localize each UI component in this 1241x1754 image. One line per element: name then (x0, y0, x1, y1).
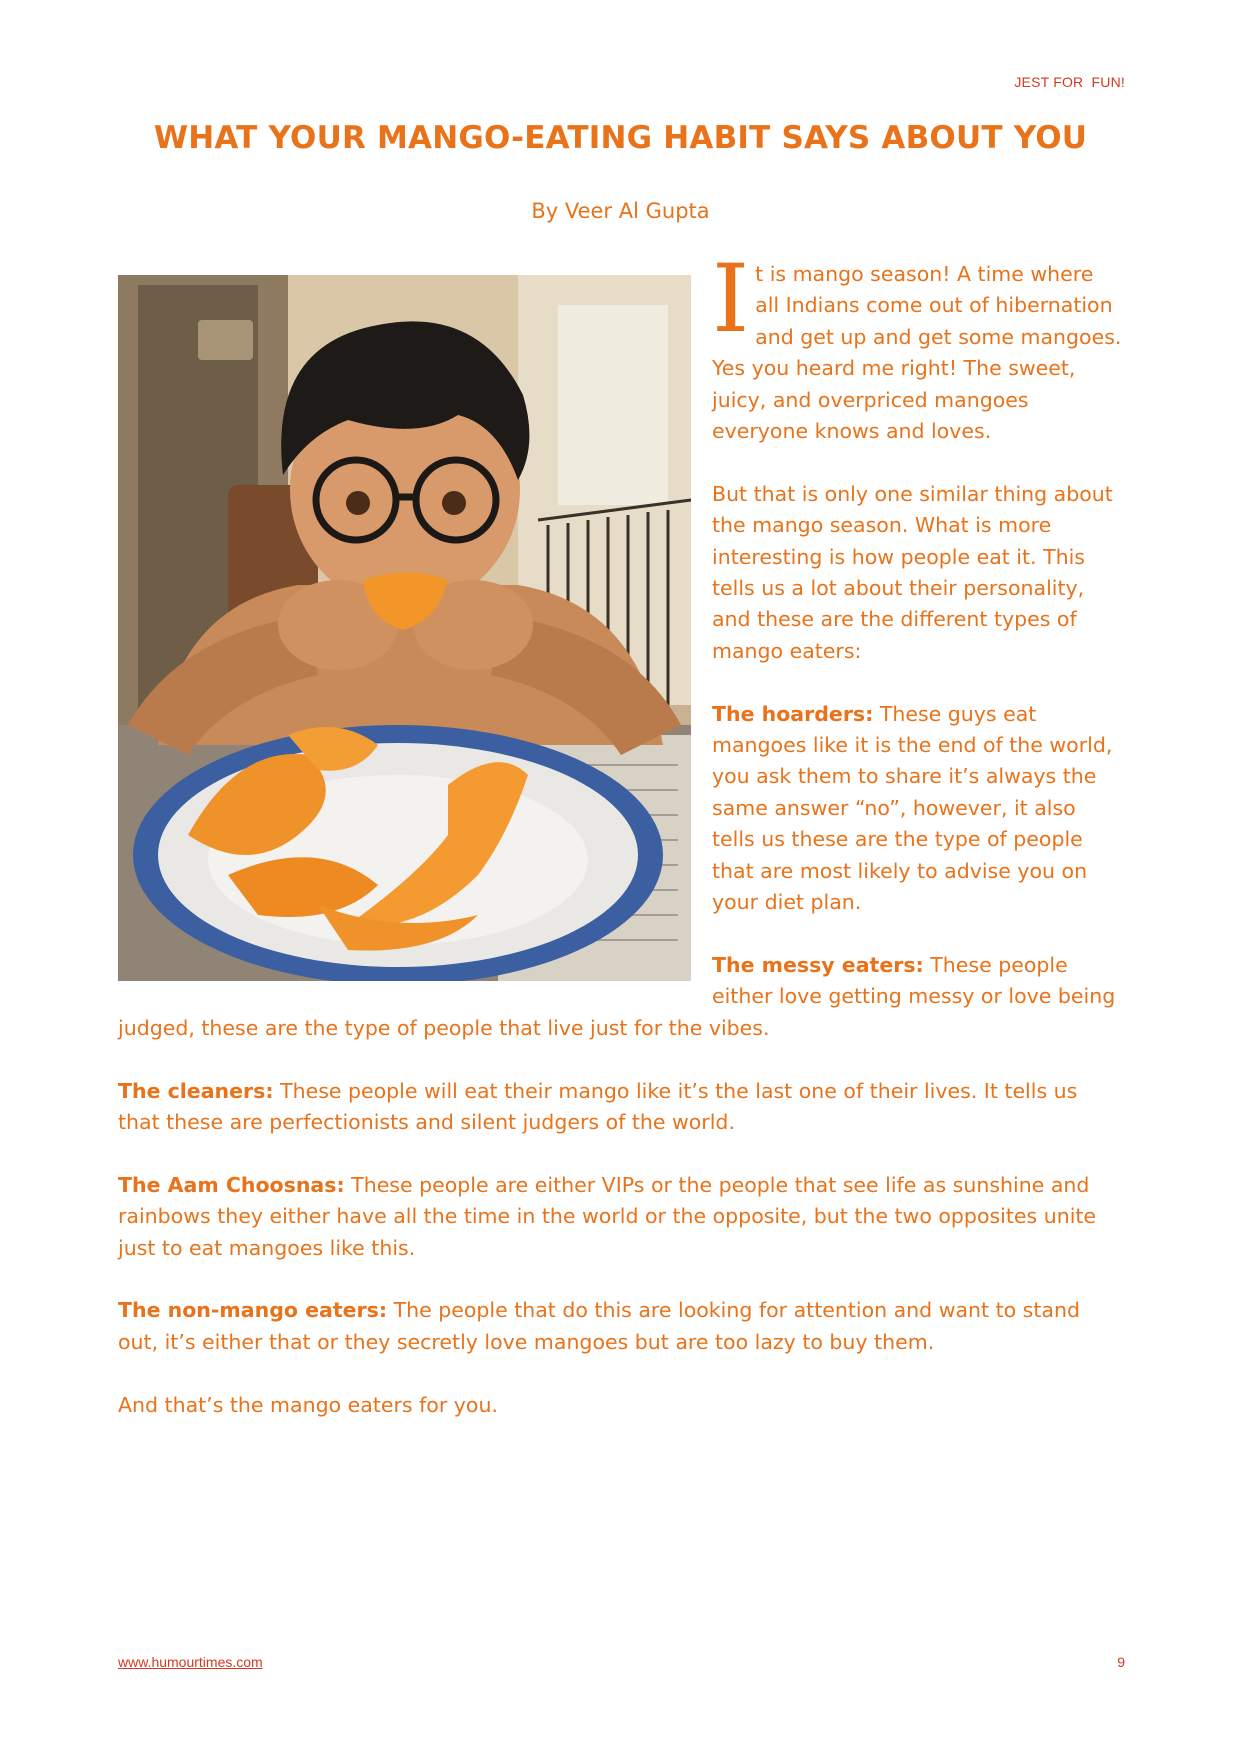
section-tag: JEST FOR FUN! (1014, 74, 1125, 90)
type-term: The cleaners: (118, 1078, 274, 1103)
page-number: 9 (1117, 1654, 1125, 1670)
type-description: These people are either VIPs or the people that see life as sunshine and rainbows they either have all the time in the world or the opposite, but the two opposites unite just to eat mangoes like this. (118, 1172, 1097, 1260)
type-non-mango-eaters (118, 1295, 1123, 1358)
type-cleaners (118, 1076, 1123, 1139)
drop-cap: I (712, 245, 750, 354)
article-title: WHAT YOUR MANGO-EATING HABIT SAYS ABOUT YOU (153, 120, 1088, 156)
type-description: These people either love getting messy or love being judged, these are the type of people that live just for the vibes. (118, 952, 1116, 1040)
article-body (118, 245, 1123, 1452)
type-term: The Aam Choosnas: (118, 1172, 345, 1197)
type-term: The hoarders: (712, 701, 874, 726)
closing-paragraph: And that’s the mango eaters for you. (118, 1392, 498, 1417)
type-description: The people that do this are looking for attention and want to stand out, it’s either that or they secretly love mangoes but are too lazy to buy them. (118, 1298, 1080, 1354)
intro-paragraph-2: Yes you heard me right! The sweet, juicy, and overpriced mangoes everyone knows and loves. (712, 356, 1076, 444)
type-term: The non-mango eaters: (118, 1298, 388, 1323)
intro-paragraph: t is mango season! A time where all Indians come out of hibernation and get up and get some mangoes. (755, 262, 1122, 349)
byline: By Veer Al Gupta (531, 199, 710, 223)
type-aam-choosnas (118, 1170, 1123, 1264)
type-description: These guys eat mangoes like it is the end of the world, you ask them to share it’s always the same answer “no”, however, it also tells us these are the type of people that are most likely to advise you on your diet plan. (712, 701, 1113, 915)
boy-eating-mango-illustration (118, 275, 691, 981)
context-paragraph: But that is only one similar thing about the mango season. What is more interesting is how people eat it. This tells us a lot about their personality, and these are the different types of mango eaters: (712, 481, 1113, 663)
website-link[interactable]: www.humourtimes.com (118, 1654, 263, 1670)
type-description: These people will eat their mango like it’s the last one of their lives. It tells us that these are perfectionists and silent judgers of the world. (118, 1078, 1078, 1134)
type-term: The messy eaters: (712, 952, 924, 977)
